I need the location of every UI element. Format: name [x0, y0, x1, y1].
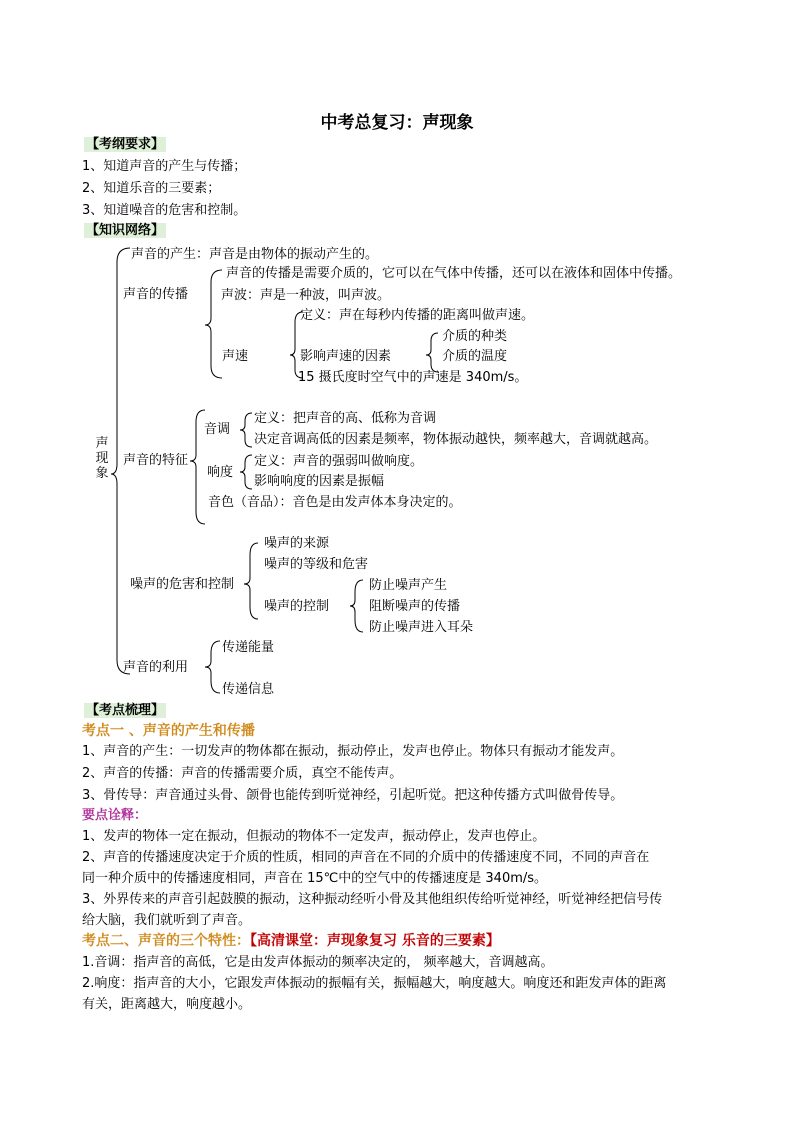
point2-item: 有关，距离越大，响度越小。 [82, 997, 252, 1012]
pitch-brace [240, 413, 252, 447]
points-header: 【考点梳理】 [86, 703, 165, 718]
point1-item: 3、骨传导：声音通过头骨、颌骨也能传到听觉神经，引起听觉。把这种传播方式叫做骨传导。 [82, 788, 624, 803]
tree-wave: 声波：声是一种波，叫声波。 [221, 288, 391, 303]
tree-speed-definition: 定义：声在每秒内传播的距离叫做声速。 [300, 308, 535, 323]
tree-features-label: 声音的特征 [123, 453, 189, 468]
tree-noise-source: 噪声的来源 [264, 536, 330, 551]
point2-lesson-link[interactable]: 【高清课堂：声现象复习 乐音的三要素】 [250, 933, 500, 949]
tree-speed-factors: 影响声速的因素 [300, 349, 392, 364]
point1-item: 2、声音的传播：声音的传播需要介质，真空不能传声。 [82, 766, 403, 781]
note-line: 同一种介质中的传播速度相同，声音在 15℃中的空气中的传播速度是 340m/s。 [82, 871, 548, 886]
factor-brace [426, 333, 438, 372]
tree-noise-levels: 噪声的等级和危害 [264, 557, 369, 572]
tree-pitch-factor: 决定音调高低的因素是频率，物体振动越快，频率越大，音调就越高。 [254, 432, 658, 447]
tree-need-medium: 声音的传播是需要介质的，它可以在气体中传播，还可以在液体和固体中传播。 [226, 266, 682, 281]
outline-item: 3、知道噪音的危害和控制。 [82, 203, 247, 218]
note-line: 1、发声的物体一定在振动，但振动的物体不一定发声，振动停止，发声也停止。 [82, 829, 546, 844]
note-line: 给大脑，我们就听到了声音。 [82, 913, 252, 928]
tree-pitch-def: 定义：把声音的高、低称为音调 [254, 411, 437, 426]
tree-control-item: 阻断噪声的传播 [369, 599, 461, 614]
loudness-brace [240, 455, 252, 489]
page-title: 中考总复习：声现象 [320, 113, 474, 133]
outline-item: 2、知道乐音的三要素； [82, 181, 221, 196]
tree-use-energy: 传递能量 [222, 640, 275, 655]
use-brace [205, 641, 220, 693]
point1-item: 1、声音的产生：一切发声的物体都在振动，振动停止，发声也停止。物体只有振动才能发声。 [82, 744, 624, 759]
tree-timbre: 音色（音品）：音色是由发声体本身决定的。 [208, 495, 462, 510]
tree-root-label: 声 现 象 [95, 436, 109, 481]
network-header: 【知识网络】 [86, 223, 165, 238]
tree-control-item: 防止噪声进入耳朵 [369, 620, 474, 635]
tree-noise-label: 噪声的危害和控制 [130, 577, 235, 592]
control-brace [350, 580, 363, 632]
tree-production: 声音的产生：声音是由物体的振动产生的。 [131, 247, 379, 262]
tree-propagation-label: 声音的传播 [123, 287, 189, 302]
point2-item: 1.音调：指声音的高低，它是由发声体振动的频率决定的， 频率越大，音调越高。 [82, 955, 554, 970]
tree-pitch-label: 音调 [204, 422, 231, 437]
tree-control-item: 防止噪声产生 [369, 578, 448, 593]
tree-factor: 介质的种类 [442, 329, 508, 344]
point2-item: 2.响度：指声音的大小，它跟发声体振动的振幅有关，振幅越大，响度越大。响度还和距发声体的距离 [82, 976, 667, 991]
features-brace [190, 410, 205, 524]
note-line: 3、外界传来的声音引起鼓膜的振动，这种振动经听小骨及其他组织传给听觉神经，听觉神经把信号传 [82, 892, 663, 907]
tree-use-info: 传递信息 [222, 682, 275, 697]
tree-air-speed: 15 摄氏度时空气中的声速是 340m/s。 [298, 370, 528, 385]
tree-noise-control: 噪声的控制 [264, 599, 330, 614]
notes-heading: 要点诠释： [82, 808, 148, 823]
tree-loud-label: 响度 [207, 465, 234, 480]
outline-header: 【考纲要求】 [86, 137, 165, 152]
propagation-brace [205, 270, 222, 378]
point2-heading: 考点二、声音的三个特性： [82, 933, 250, 949]
tree-factor: 介质的温度 [442, 349, 508, 364]
tree-loud-factor: 影响响度的因素是振幅 [254, 474, 385, 489]
point1-heading: 考点一 、声音的产生和传播 [82, 723, 255, 739]
noise-brace [244, 543, 258, 619]
tree-use-label: 声音的利用 [123, 660, 189, 675]
tree-loud-def: 定义：声音的强弱叫做响度。 [254, 454, 424, 469]
note-line: 2、声音的传播速度决定于介质的性质，相同的声音在不同的介质中的传播速度不同，不同的声音在 [82, 850, 650, 865]
outline-item: 1、知道声音的产生与传播； [82, 159, 247, 174]
tree-speed-label: 声速 [222, 349, 249, 364]
